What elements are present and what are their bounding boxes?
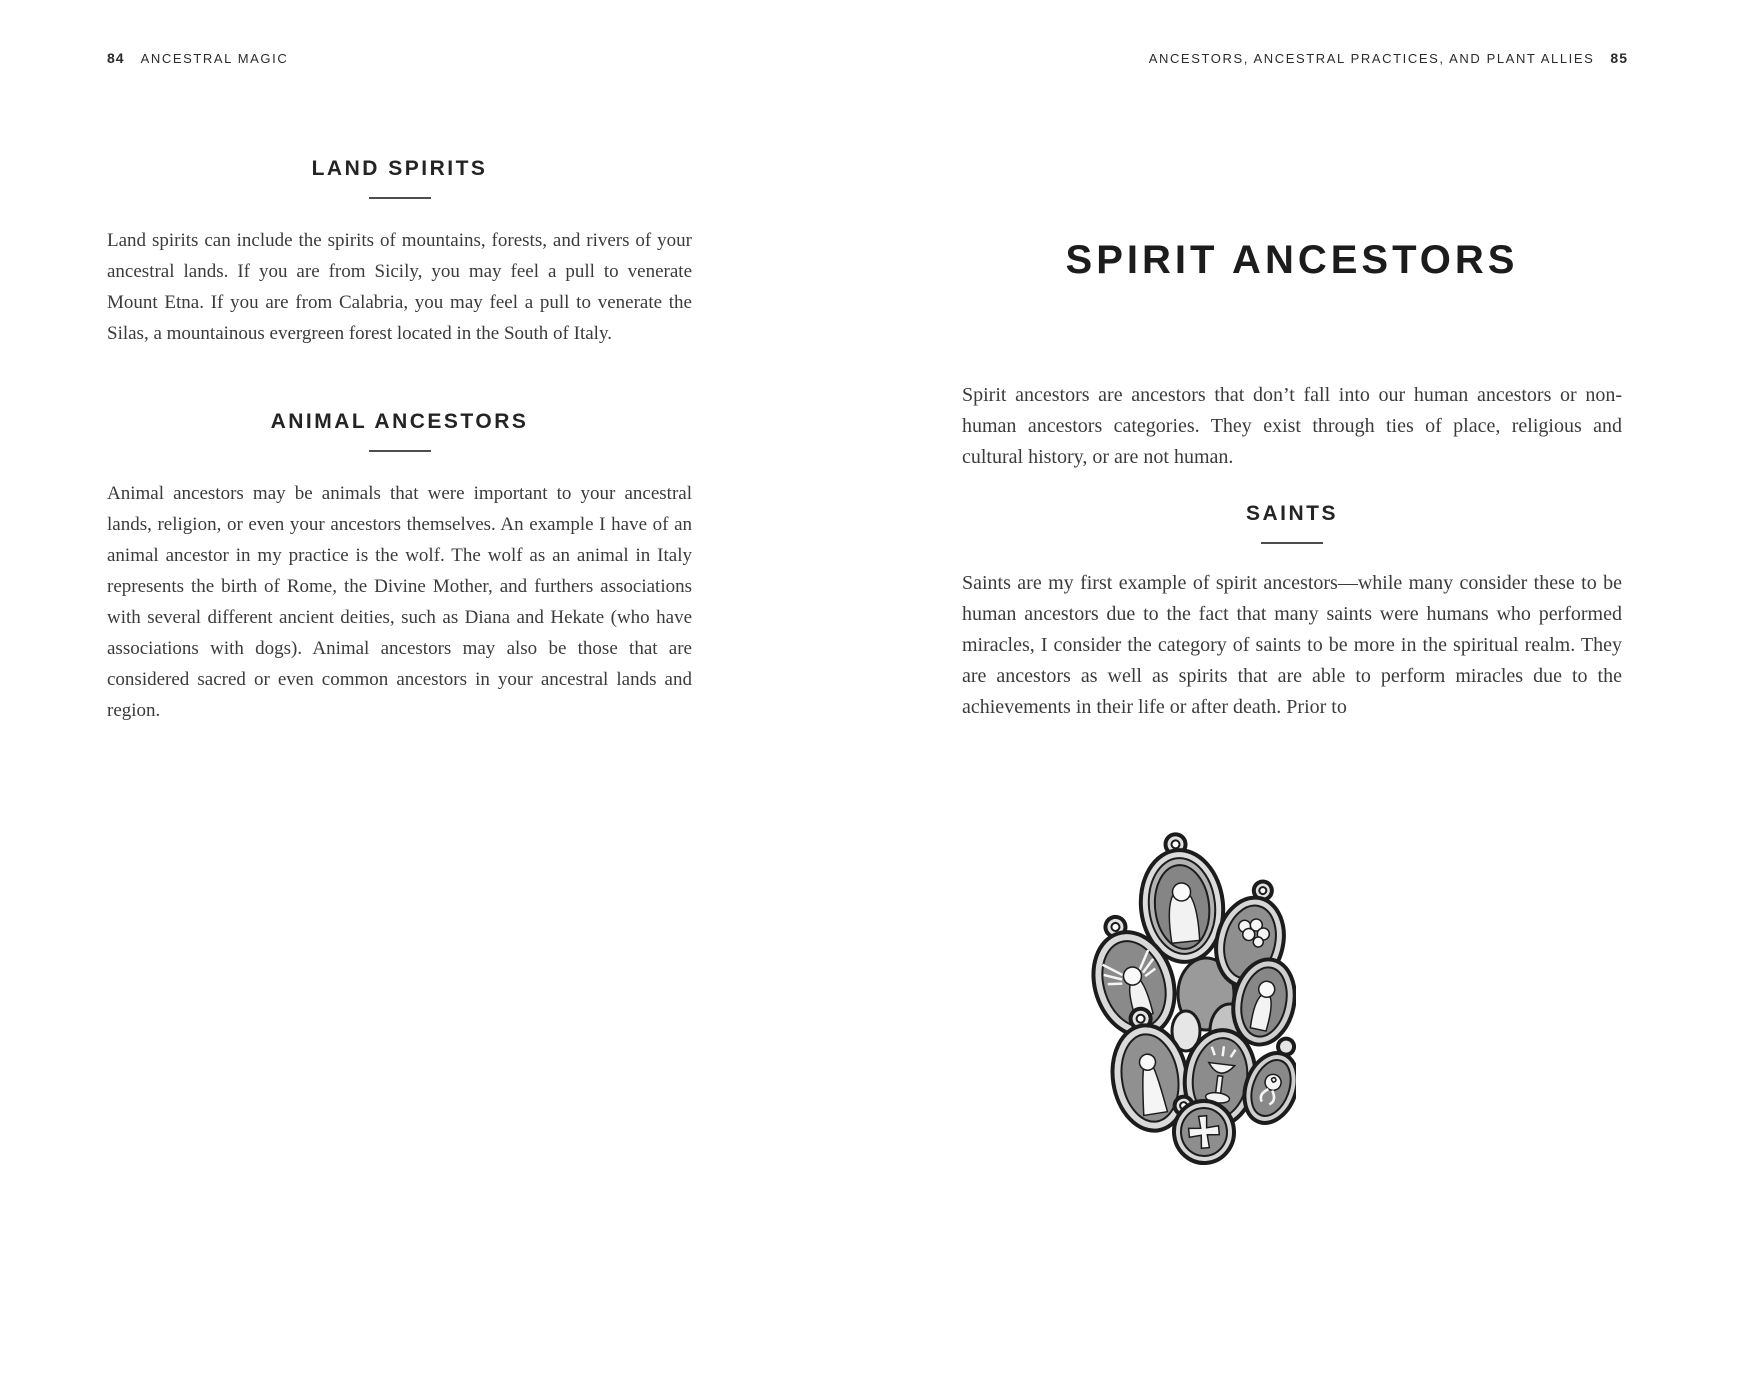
left-page-number: 84 [107,50,125,66]
heading-rule [369,197,431,199]
paragraph-animal-ancestors: Animal ancestors may be animals that were important to your ancestral lands, religion, or even your ancestors themselves. An example I have of an animal ancestor in my practice is the wolf. The wolf as an animal in Italy represents the birth of Rome, the Divine Mother, and furthers associations with several different ancient deities, such as Diana and Hekate (who have associations with dogs). Animal ancestors may also be those that are considered sacred or even common ancestors in your ancestral lands and region. [107,483,692,721]
right-page-number: 85 [1610,50,1628,66]
right-running-head [1149,50,1628,66]
paragraph-saints: Saints are my first example of spirit ancestors—while many consider these to be human ancestors due to the fact that many saints were humans who performed miracles, I consider the category of saints to be more in the spiritual realm. They are ancestors as well as spirits that are able to perform miracles due to the achievements in their life or after death. Prior to [962,572,1622,718]
section-heading-land-spirits: LAND SPIRITS [311,157,488,180]
paragraph-land-spirits: Land spirits can include the spirits of mountains, forests, and rivers of your ancestral lands. If you are from Sicily, you may feel a pull to venerate Mount Etna. If you are from Calabria, you may feel a pull to venerate the Silas, a mountainous evergreen forest located in the South of Italy. [107,230,692,344]
paragraph-spirit-ancestors-intro: Spirit ancestors are ancestors that don’t fall into our human ancestors or non-human ancestors categories. They exist through ties of place, religious and cultural history, or are not human. [962,384,1622,468]
left-running-head [107,50,288,66]
left-running-title: ANCESTRAL MAGIC [140,51,289,66]
saint-medals-illustration [1078,826,1296,1166]
right-page-content [962,236,1622,723]
left-page-content [107,156,692,726]
heading-rule [369,450,431,452]
section-heading-animal-ancestors: ANIMAL ANCESTORS [270,410,529,433]
section-heading-saints: SAINTS [1245,502,1338,525]
heading-rule [1261,542,1323,544]
chapter-title: SPIRIT ANCESTORS [1065,238,1519,282]
right-running-title: ANCESTORS, ANCESTRAL PRACTICES, AND PLANT ALLIES [1148,51,1595,66]
